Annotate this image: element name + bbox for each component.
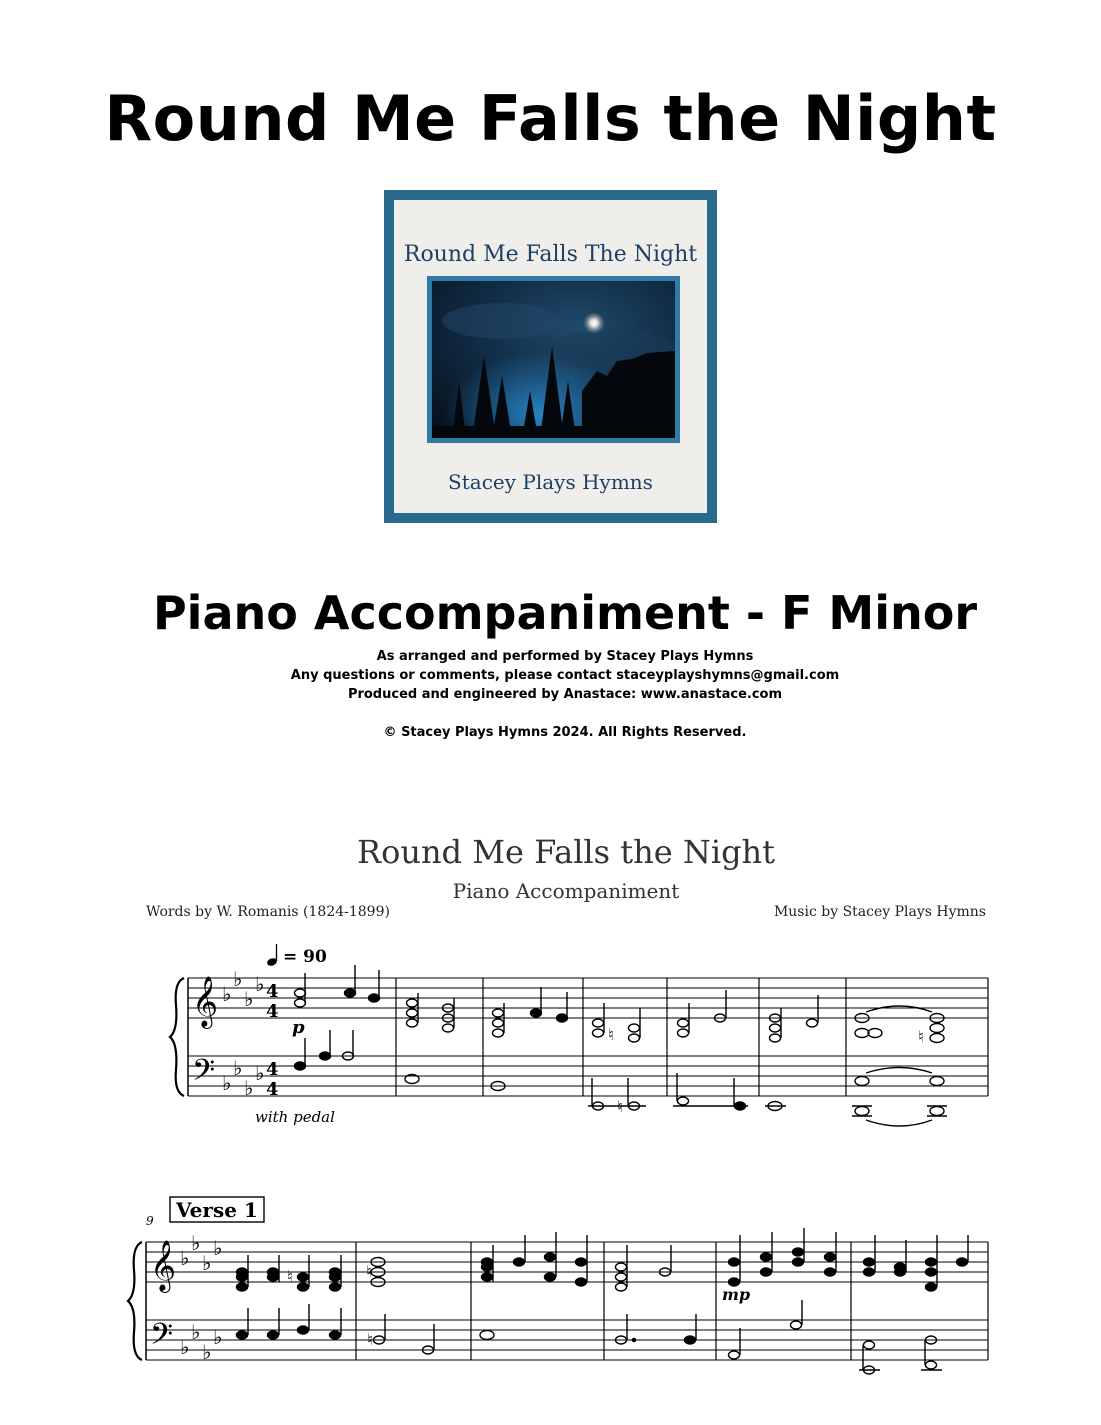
info-contact: Any questions or comments, please contact staceyplayshymns@gmail.com (290, 668, 840, 683)
svg-text:♭: ♭ (255, 972, 265, 996)
notes-m11 (480, 1232, 587, 1340)
svg-text:♭: ♭ (191, 1231, 201, 1255)
system-1 (170, 944, 988, 1126)
svg-text:♭: ♭ (213, 1236, 223, 1260)
svg-text:4: 4 (266, 981, 279, 1002)
svg-text:♭: ♭ (244, 987, 254, 1011)
svg-text:♮: ♮ (287, 1267, 293, 1286)
svg-text:♭: ♭ (213, 1325, 223, 1349)
svg-text:♭: ♭ (180, 1335, 190, 1359)
rehearsal-mark: Verse 1 (176, 1198, 258, 1222)
svg-text:♭: ♭ (233, 1056, 243, 1080)
lyricist-credit: Words by W. Romanis (1824-1899) (146, 904, 390, 920)
svg-text:♭: ♭ (191, 1320, 201, 1344)
arrangement-title: Piano Accompaniment - F Minor (152, 586, 978, 640)
treble-clef-icon: 𝄞 (192, 976, 219, 1027)
treble-clef-icon-2: 𝄞 (150, 1240, 177, 1291)
svg-text:♭: ♭ (244, 1076, 254, 1100)
svg-text:♮: ♮ (918, 1027, 924, 1046)
score-subtitle: Piano Accompaniment (452, 879, 680, 903)
svg-text:♭: ♭ (180, 1246, 190, 1270)
barlines-2 (356, 1242, 988, 1360)
svg-text:♭: ♭ (222, 1071, 232, 1095)
barlines-1 (396, 978, 988, 1096)
time-signature (266, 981, 279, 1100)
page-title: Round Me Falls the Night (104, 82, 997, 155)
pedal-marking: with pedal (255, 1108, 335, 1126)
svg-text:4: 4 (266, 1059, 279, 1080)
svg-text:♭: ♭ (202, 1251, 212, 1275)
svg-text:♮: ♮ (367, 1330, 373, 1349)
svg-text:4: 4 (266, 1079, 279, 1100)
info-arranged: As arranged and performed by Stacey Plays Hymns (376, 649, 754, 664)
notes-m14 (859, 1235, 968, 1374)
dynamic-mp: mp (722, 1285, 751, 1304)
notes-m8 (927, 1014, 947, 1117)
composer-credit: Music by Stacey Plays Hymns (773, 904, 986, 920)
tempo-text: = 90 (283, 947, 327, 967)
brace-2 (128, 1242, 142, 1360)
copyright: © Stacey Plays Hymns 2024. All Rights Reserved. (383, 725, 747, 740)
svg-text:4: 4 (266, 1001, 279, 1022)
svg-text:♮: ♮ (608, 1025, 614, 1044)
notes-m3 (491, 987, 568, 1091)
info-produced: Produced and engineered by Anastace: www.anastace.com (347, 687, 783, 702)
bass-clef-icon: 𝄢 (192, 1054, 216, 1095)
svg-text:♭: ♭ (222, 982, 232, 1006)
key-signature-treble-2 (180, 1231, 222, 1275)
cover-subtitle: Stacey Plays Hymns (448, 470, 653, 494)
notes-m2 (405, 993, 454, 1084)
svg-text:♮: ♮ (366, 1262, 372, 1281)
bass-staff-1 (188, 1056, 988, 1096)
notes-m6 (765, 995, 818, 1111)
svg-text:♮: ♮ (617, 1097, 623, 1116)
svg-text:♭: ♭ (202, 1340, 212, 1364)
score-title: Round Me Falls the Night (356, 833, 776, 871)
measure-number: 9 (146, 1214, 154, 1228)
cover-title: Round Me Falls The Night (403, 242, 698, 267)
dynamic-p: p (292, 1017, 305, 1038)
brace (170, 978, 184, 1096)
bass-clef-icon-2: 𝄢 (150, 1318, 174, 1359)
svg-text:♭: ♭ (255, 1061, 265, 1085)
notes-m12 (616, 1245, 697, 1344)
bass-staff-2 (146, 1320, 988, 1360)
key-signature-bass (222, 1056, 264, 1100)
svg-text:♭: ♭ (233, 967, 243, 991)
system-2 (128, 1197, 988, 1374)
key-signature-bass-2 (180, 1320, 222, 1364)
key-signature-treble (222, 967, 264, 1011)
tempo-marking (266, 944, 278, 967)
